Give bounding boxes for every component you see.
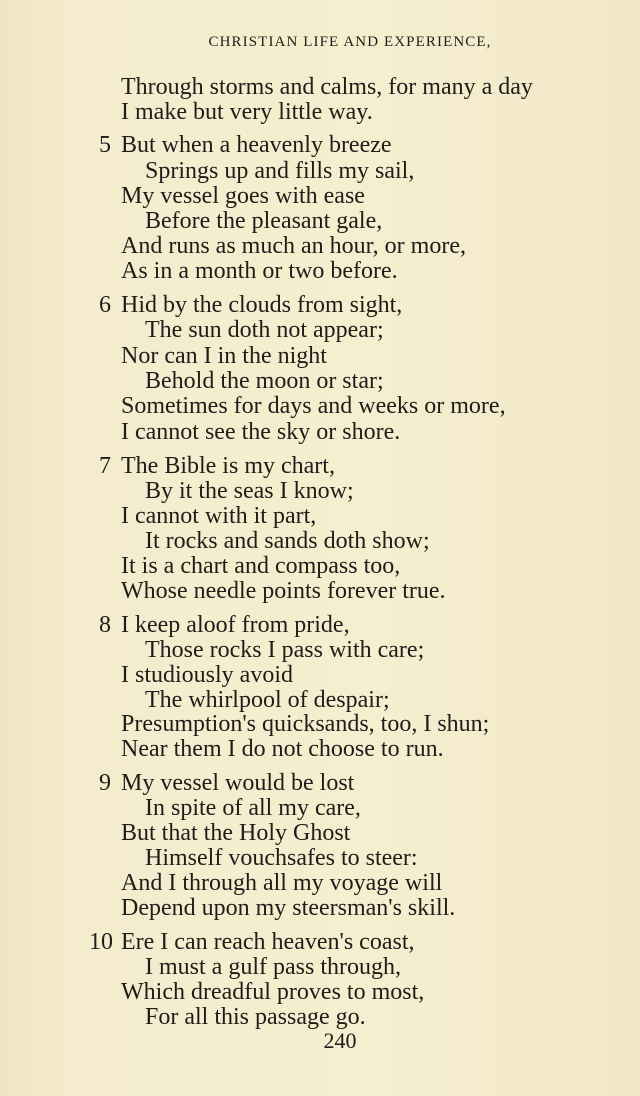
stanza-number-6: 6 — [99, 292, 111, 318]
stanza-7-line-2: By it the seas I know; — [145, 478, 354, 504]
stanza-7-line-1: The Bible is my chart, — [121, 453, 335, 479]
stanza-8-line-1: I keep aloof from pride, — [121, 612, 350, 638]
stanza-5-line-3: My vessel goes with ease — [121, 183, 365, 209]
stanza-9-line-2: In spite of all my care, — [145, 795, 361, 821]
stanza-6-line-6: I cannot see the sky or shore. — [121, 419, 401, 445]
stanza-number-5: 5 — [99, 132, 111, 158]
stanza-5-line-4: Before the pleasant gale, — [145, 208, 383, 234]
stanza-5-line-2: Springs up and fills my sail, — [145, 158, 415, 184]
stanza-7-line-6: Whose needle points forever true. — [121, 578, 446, 604]
stanza-8-line-2: Those rocks I pass with care; — [145, 637, 425, 663]
stanza-8-line-5: Presumption's quicksands, too, I shun; — [121, 711, 490, 737]
stanza-5-line-1: But when a heavenly breeze — [121, 132, 392, 158]
stanza-9-line-3: But that the Holy Ghost — [121, 820, 351, 846]
stanza-10-line-2: I must a gulf pass through, — [145, 954, 401, 980]
stanza-6-line-1: Hid by the clouds from sight, — [121, 292, 403, 318]
stanza-9-line-4: Himself vouchsafes to steer: — [145, 845, 418, 871]
stanza-7-line-3: I cannot with it part, — [121, 503, 317, 529]
stanza-8-line-6: Near them I do not choose to run. — [121, 736, 444, 762]
stanza-9-line-5: And I through all my voyage will — [121, 870, 443, 896]
stanza-7-line-5: It is a chart and compass too, — [121, 553, 401, 579]
running-title: CHRISTIAN LIFE AND EXPERIENCE, — [208, 34, 492, 50]
stanza-number-10: 10 — [89, 929, 113, 955]
stanza-5-line-5: And runs as much an hour, or more, — [121, 233, 466, 259]
stanza-9-line-1: My vessel would be lost — [121, 770, 355, 796]
continuation-line-2: I make but very little way. — [121, 99, 373, 125]
stanza-10-line-4: For all this passage go. — [145, 1004, 366, 1030]
stanza-6-line-5: Sometimes for days and weeks or more, — [121, 393, 506, 419]
stanza-9-line-6: Depend upon my steersman's skill. — [121, 895, 456, 921]
stanza-7-line-4: It rocks and sands doth show; — [145, 528, 430, 554]
stanza-10-line-3: Which dreadful proves to most, — [121, 979, 425, 1005]
stanza-8-line-4: The whirlpool of despair; — [145, 687, 390, 713]
stanza-6-line-3: Nor can I in the night — [121, 343, 327, 369]
page-number: 240 — [323, 1028, 357, 1053]
continuation-line-1: Through storms and calms, for many a day — [121, 74, 533, 100]
stanza-6-line-4: Behold the moon or star; — [145, 368, 384, 394]
stanza-number-8: 8 — [99, 612, 111, 638]
stanza-number-7: 7 — [99, 453, 111, 479]
stanza-8-line-3: I studiously avoid — [121, 662, 293, 688]
stanza-number-9: 9 — [99, 770, 111, 796]
stanza-5-line-6: As in a month or two before. — [121, 258, 398, 284]
stanza-6-line-2: The sun doth not appear; — [145, 317, 384, 343]
stanza-10-line-1: Ere I can reach heaven's coast, — [121, 929, 415, 955]
